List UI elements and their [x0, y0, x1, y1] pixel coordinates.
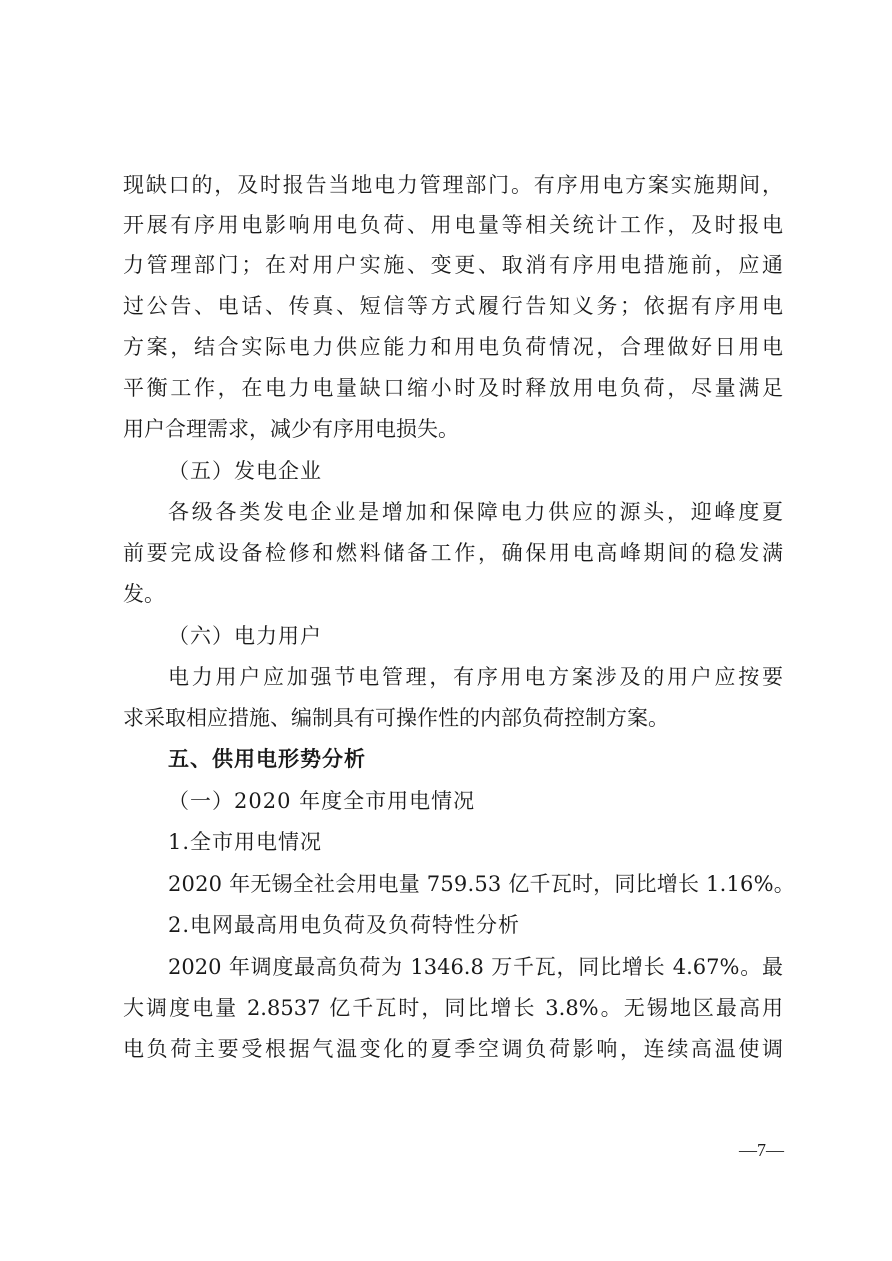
paragraph-line: 用户合理需求，减少有序用电损失。: [123, 417, 459, 441]
paragraph-line: 过公告、电话、传真、短信等方式履行告知义务；依据有序用电: [123, 294, 783, 318]
paragraph-line: 2020 年无锡全社会用电量 759.53 亿千瓦时，同比增长 1.16%。: [168, 872, 795, 896]
paragraph-line: 平衡工作，在电力电量缺口缩小时及时释放用电负荷，尽量满足: [123, 376, 783, 400]
paragraph-line: 前要完成设备检修和燃料储备工作，确保用电高峰期间的稳发满: [123, 541, 783, 565]
paragraph-line: 2020 年调度最高负荷为 1346.8 万千瓦，同比增长 4.67%。最: [168, 955, 783, 979]
paragraph-line: 力管理部门；在对用户实施、变更、取消有序用电措施前，应通: [123, 253, 783, 277]
paragraph-line: 发。: [123, 582, 165, 606]
chapter-heading: 五、供用电形势分析: [168, 746, 366, 771]
paragraph-line: 方案，结合实际电力供应能力和用电负荷情况，合理做好日用电: [123, 335, 783, 359]
page-number: —7—: [739, 1140, 784, 1160]
paragraph-line: 大调度电量 2.8537 亿千瓦时，同比增长 3.8%。无锡地区最高用: [123, 996, 783, 1020]
section-heading: （五）发电企业: [168, 459, 322, 483]
paragraph-line: 现缺口的，及时报告当地电力管理部门。有序用电方案实施期间，: [123, 173, 783, 197]
subsection-heading: 2.电网最高用电负荷及负荷特性分析: [168, 913, 521, 937]
paragraph-line: 求采取相应措施、编制具有可操作性的内部负荷控制方案。: [123, 706, 669, 730]
paragraph-line: 电力用户应加强节电管理，有序用电方案涉及的用户应按要: [168, 665, 783, 689]
paragraph-line: 开展有序用电影响用电负荷、用电量等相关统计工作，及时报电: [123, 213, 783, 237]
paragraph-line: 各级各类发电企业是增加和保障电力供应的源头，迎峰度夏: [168, 500, 783, 524]
section-heading: （一）2020 年度全市用电情况: [168, 789, 476, 813]
paragraph-line: 电负荷主要受根据气温变化的夏季空调负荷影响，连续高温使调: [123, 1037, 783, 1061]
subsection-heading: 1.全市用电情况: [168, 830, 323, 854]
section-heading: （六）电力用户: [168, 624, 322, 648]
